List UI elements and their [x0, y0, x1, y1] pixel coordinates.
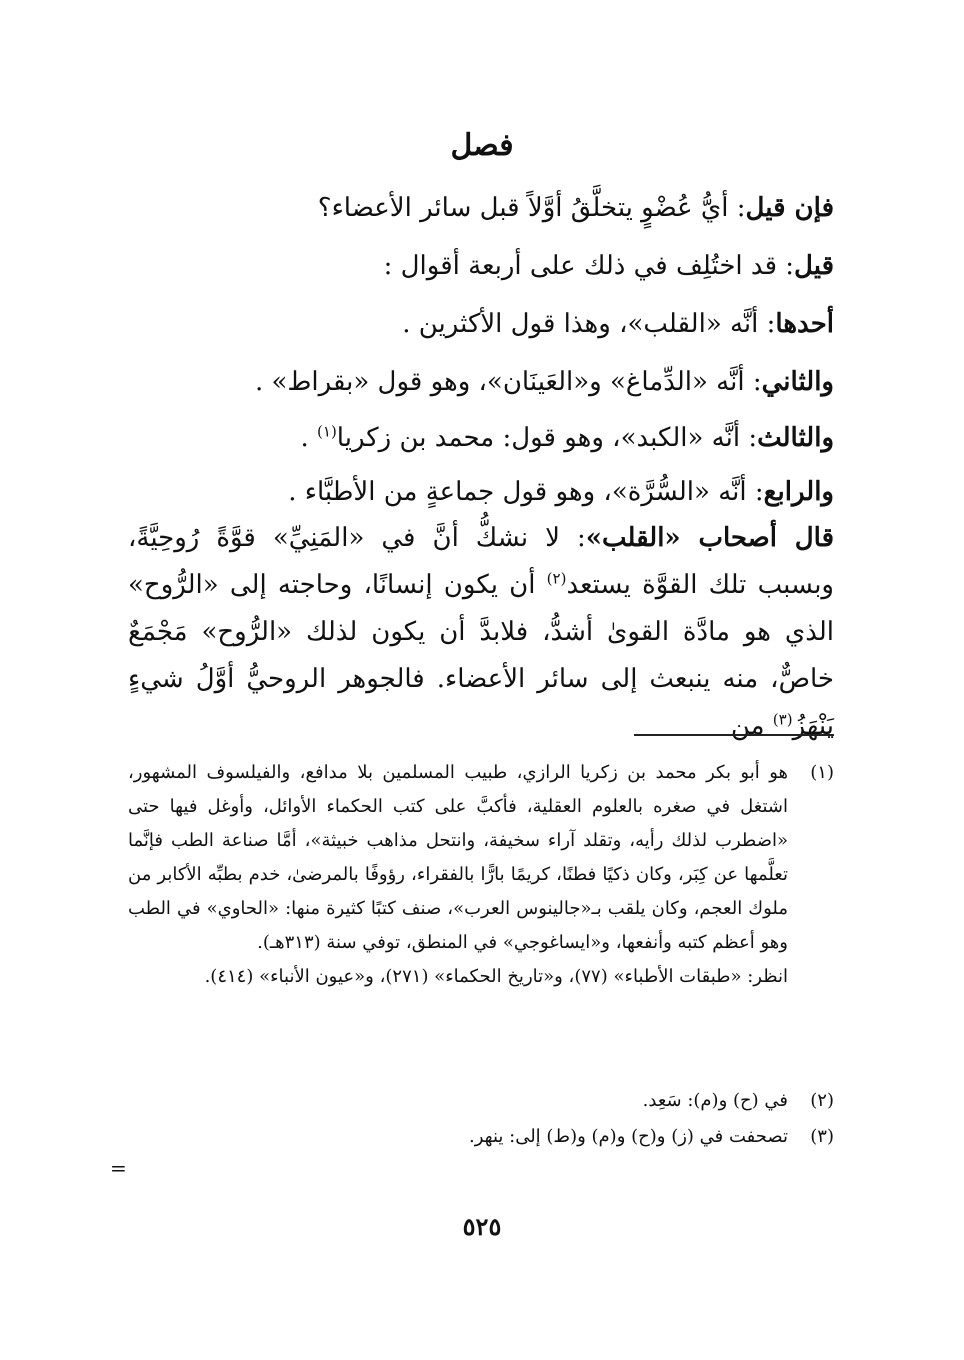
footnote-text: تصحفت في (ز) و(ح) و(م) و(ط) إلى: ينهر.: [469, 1126, 788, 1147]
footnote-ref[interactable]: (٢): [546, 569, 567, 588]
body-paragraph: [128, 515, 834, 750]
paragraph-text: : لا نشكُّ أنَّ في «المَنِيِّ» قوَّةً رُوحِيَّةً، وبسبب تلك القوَّة يستعد: [128, 523, 834, 600]
line-lead: والثالث: [757, 423, 834, 453]
page-number: ٥٢٥: [462, 1212, 502, 1241]
line-lead: والثاني: [761, 367, 834, 397]
opinion-second-line: [124, 354, 834, 410]
paragraph-lead: قال أصحاب «القلب»: [585, 523, 834, 553]
line-tail: .: [300, 423, 318, 453]
footnote-reference-text: انظر: «طبقات الأطباء» (٧٧)، و«تاريخ الحكماء» (٢٧١)، و«عيون الأنباء» (٤١٤).: [204, 966, 788, 987]
footnote-ref[interactable]: (١): [317, 422, 337, 441]
line-text: : قد اختُلِف في ذلك على أربعة أقوال :: [383, 251, 795, 281]
line-text: : أنَّه «السُّرَّة»، وهو قول جماعةٍ من الأطبَّاء .: [288, 477, 764, 507]
footnote: [128, 1084, 834, 1118]
opinion-first-line: [124, 296, 834, 352]
line-lead: أحدها: [775, 309, 834, 339]
line-lead: قيل: [794, 251, 834, 281]
line-lead: فإن قيل: [745, 193, 834, 223]
footnote-number: (١): [810, 762, 834, 783]
line-text: : أنَّه «الدِّماغ» و«العَينَان»، وهو قول «بقراط» .: [254, 367, 762, 397]
opinion-third-line: [124, 410, 834, 466]
paragraph-text: من: [730, 711, 773, 741]
line-text: : أنَّه «القلب»، وهذا قول الأكثرين .: [402, 309, 776, 339]
opinion-fourth-line: [124, 464, 834, 520]
continuation-mark: =: [110, 1156, 127, 1180]
footnote-ref[interactable]: (٣): [772, 710, 793, 729]
footnote-text: هو أبو بكر محمد بن زكريا الرازي، طبيب المسلمين بلا مدافع، والفيلسوف المشهور، اشتغل في صغره بالعلوم العقلية، فأكبَّ على كتب الحكماء الأوائل، وأوغل فيها حتى «اضطرب لذلك رأيه، وتقلد آراء سخيفة، وانتحل مذاهب خبيثة»، أمَّا صناعة الطب فإنَّما تعلَّمها عن كِبَر، وكان ذكيًا فطنًا، كريمًا بارًّا بالفقراء، رؤوفًا بالمرضىٰ، خدم بطبِّه الأكابر من ملوك العجم، وكان يلقب بـ«جالينوس العرب»، صنف كتبًا كثيرة منها: «الحاوي» في الطب وهو أعظم كتبه وأنفعها، و«ايساغوجي» في المنطق، توفي سنة (٣١٣هـ).: [128, 762, 788, 953]
footnote: [128, 756, 834, 994]
footnote-text: في (ح) و(م): سَعِد.: [642, 1090, 788, 1111]
line-text: : أيُّ عُضْوٍ يتخلَّقُ أوَّلاً قبل سائر الأعضاء؟: [317, 193, 746, 223]
paragraph-text: أن يكون إنسانًا، وحاجته إلى «الرُّوح» الذي هو مادَّة القوىٰ أشدُّ، فلابدَّ أن يكون لذلك «الرُّوح» مَجْمَعٌ خاصٌّ، منه ينبعث إلى سائر الأعضاء. فالجوهر الروحيُّ أوَّلُ شيءٍ يَنْهَزُ: [128, 570, 834, 741]
line-lead: والرابع: [763, 477, 834, 507]
question-line: [124, 180, 834, 236]
footnote-number: (٣): [810, 1126, 834, 1147]
footnote: [128, 1120, 834, 1154]
footnote-separator: [634, 734, 834, 736]
footnote-number: (٢): [810, 1090, 834, 1111]
section-heading: فصل: [450, 128, 514, 163]
line-text: : أنَّه «الكبد»، وهو قول: محمد بن زكريا: [336, 423, 758, 453]
answer-line: [124, 238, 834, 294]
